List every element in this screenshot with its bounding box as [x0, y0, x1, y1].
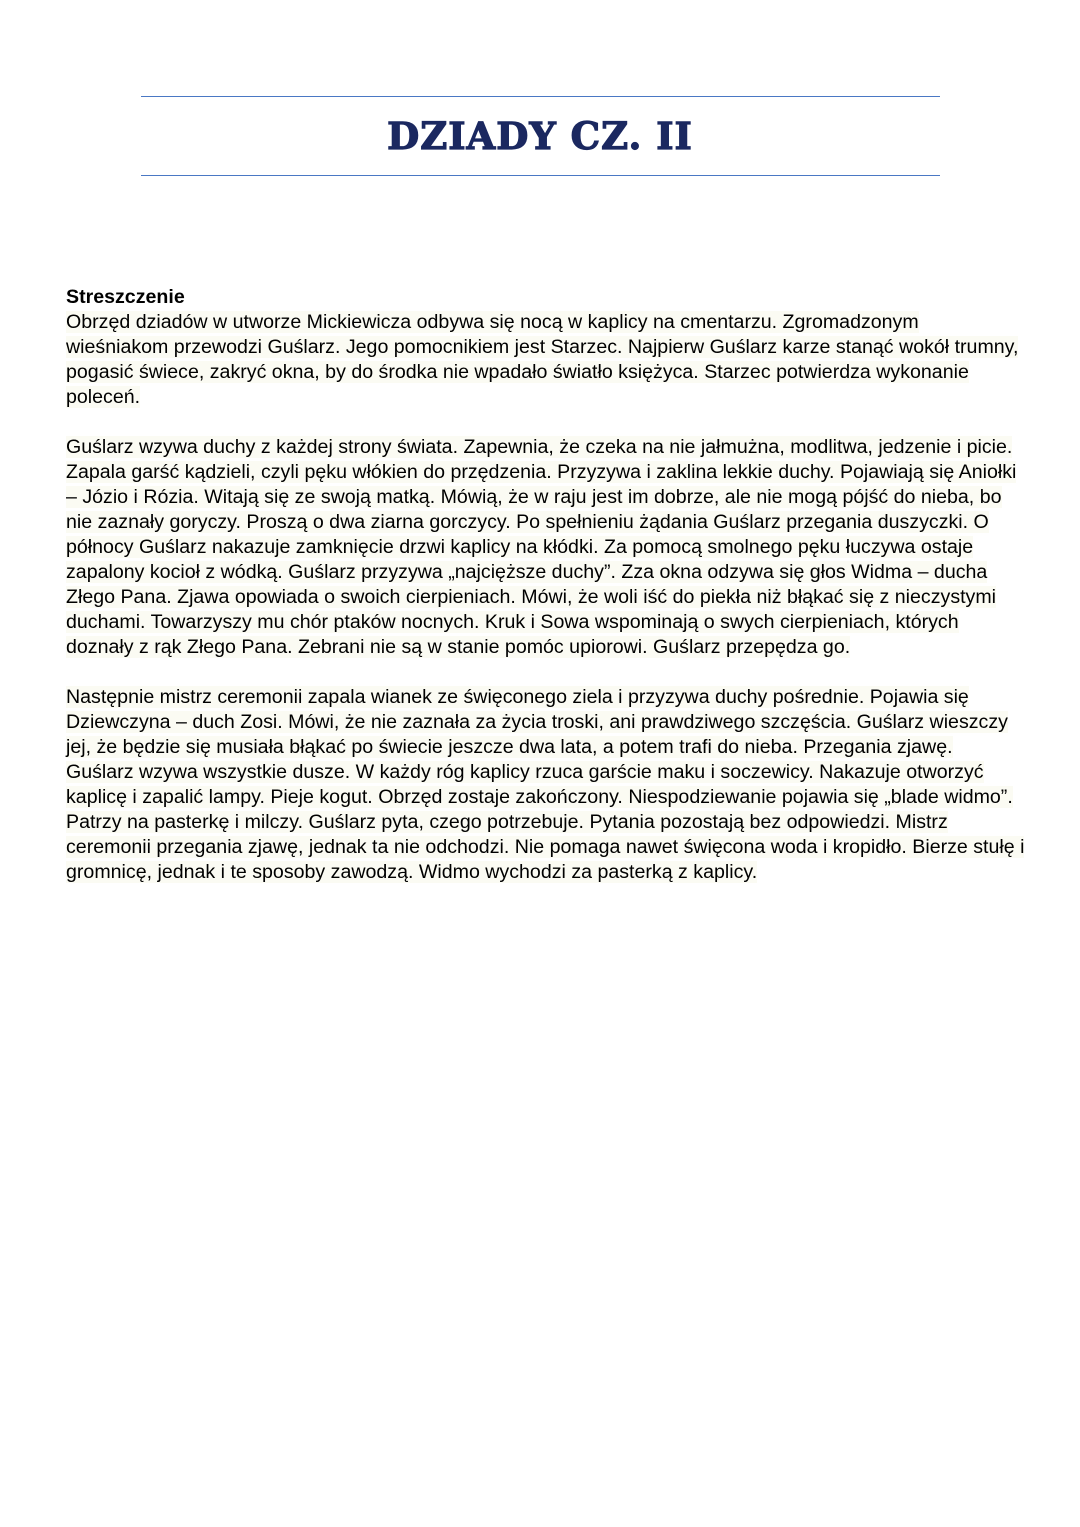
section-heading: Streszczenie — [66, 286, 185, 308]
paragraph — [66, 435, 1026, 660]
document-title: DZIADY CZ. II — [387, 114, 693, 158]
paragraph-text: Następnie mistrz ceremonii zapala wianek ze święconego ziela i przyzywa duchy pośrednie. Pojawia się Dziewczyna – duch Zosi. Mówi, że nie zaznała za życia troski, ani prawdziwego szczęścia. Guślarz wieszczy jej, że będzie się musiała błąkać po świecie jeszcze dwa lata, a potem trafi do nieba. Przegania zjawę. — [66, 686, 1008, 758]
paragraph-spacer — [66, 410, 1026, 435]
document-body — [66, 285, 1026, 885]
paragraph — [66, 310, 1026, 410]
title-top-rule — [141, 96, 940, 97]
paragraph-text: Obrzęd dziadów w utworze Mickiewicza odbywa się nocą w kaplicy na cmentarzu. Zgromadzonym wieśniakom przewodzi Guślarz. Jego pomocnikiem jest Starzec. Najpierw Guślarz karze stanąć wokół trumny, pogasić świece, zakryć okna, by do środka nie wpadało światło księżyca. Starzec potwierdza wykonanie poleceń. — [66, 311, 1019, 408]
paragraph — [66, 760, 1026, 885]
paragraph-text: Guślarz wzywa wszystkie dusze. W każdy róg kaplicy rzuca garście maku i soczewicy. Nakazuje otworzyć kaplicę i zapalić lampy. Pieje kogut. Obrzęd zostaje zakończony. Niespodziewanie pojawia się „blade widmo”. Patrzy na pasterkę i milczy. Guślarz pyta, czego potrzebuje. Pytania pozostają bez odpowiedzi. Mistrz ceremonii przegania zjawę, jednak ta nie odchodzi. Nie pomaga nawet święcona woda i kropidło. Bierze stułę i gromnicę, jednak i te sposoby zawodzą. Widmo wychodzi za pasterką z kaplicy. — [66, 761, 1025, 883]
paragraph-spacer — [66, 660, 1026, 685]
paragraph — [66, 685, 1026, 760]
paragraph-text: Guślarz wzywa duchy z każdej strony świata. Zapewnia, że czeka na nie jałmużna, modlitwa, jedzenie i picie. Zapala garść kądzieli, czyli pęku włókien do przędzenia. Przyzywa i zaklina lekkie duchy. Pojawiają się Aniołki – Józio i Rózia. Witają się ze swoją matką. Mówią, że w raju jest im dobrze, ale nie mogą pójść do nieba, bo nie zaznały goryczy. Proszą o dwa ziarna gorczycy. Po spełnieniu żądania Guślarz przegania duszyczki. O północy Guślarz nakazuje zamknięcie drzwi kaplicy na kłódki. Za pomocą smolnego pęku łuczywa ostaje zapalony kocioł z wódką. Guślarz przyzywa „najcięższe duchy”. Zza okna odzywa się głos Widma – ducha Złego Pana. Zjawa opowiada o swoich cierpieniach. Mówi, że woli iść do piekła niż błąkać się z nieczystymi duchami. Towarzyszy mu chór ptaków nocnych. Kruk i Sowa wspominają o swych cierpieniach, których doznały z rąk Złego Pana. Zebrani nie są w stanie pomóc upiorowi. Guślarz przepędza go. — [66, 436, 1017, 658]
title-bottom-rule — [141, 175, 940, 176]
